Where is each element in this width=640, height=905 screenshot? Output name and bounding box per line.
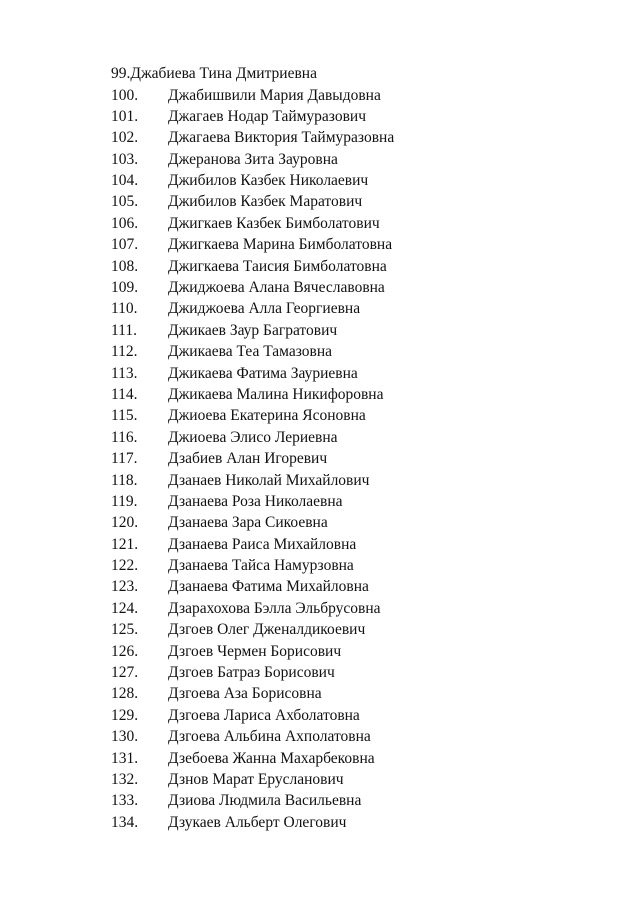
list-item-number: 122. — [111, 557, 139, 575]
list-item-number: 119. — [111, 492, 138, 510]
list-item-name: Дзиова Людмила Васильевна — [168, 792, 362, 810]
list-item-number: 117. — [111, 450, 138, 468]
list-item-name: Дзанаева Фатима Михайловна — [168, 578, 369, 596]
list-item — [111, 470, 394, 491]
list-item-number: 109. — [111, 279, 139, 297]
list-item-number: 102. — [111, 129, 139, 147]
list-item — [111, 427, 394, 448]
list-item-name: Джигкаева Марина Бимболатовна — [168, 236, 393, 254]
list-item — [111, 769, 394, 790]
list-item-name: Дзарахохова Бэлла Эльбрусовна — [168, 599, 381, 617]
list-item — [111, 256, 394, 277]
list-item-name: Джигкаев Казбек Бимболатович — [168, 214, 380, 232]
list-item-number: 108. — [111, 257, 139, 275]
list-item — [111, 85, 394, 106]
list-item-number: 115. — [111, 407, 138, 425]
list-item — [111, 748, 394, 769]
list-item-name: Дзгоев Батраз Борисович — [168, 664, 335, 682]
list-item-number: 118. — [111, 471, 138, 489]
list-item-number: 110. — [111, 300, 138, 318]
list-item-number: 126. — [111, 642, 139, 660]
list-item-name: Джигкаева Таисия Бимболатовна — [168, 257, 387, 275]
list-item — [111, 641, 394, 662]
list-item-number: 133. — [111, 792, 139, 810]
list-item — [111, 812, 394, 833]
name-list — [111, 85, 394, 834]
list-item-name: Дзгоева Аза Борисовна — [168, 685, 322, 703]
list-item-number: 111. — [111, 321, 137, 339]
list-item-first: 99.Джабиева Тина Дмитриевна — [111, 65, 317, 82]
list-item — [111, 405, 394, 426]
list-item-number: 104. — [111, 172, 139, 190]
list-item — [111, 170, 394, 191]
list-item-number: 123. — [111, 578, 139, 596]
list-item-name: Джикаева Фатима Зауриевна — [168, 364, 358, 382]
list-item-name: Дзукаев Альберт Олегович — [168, 813, 347, 831]
list-item-name: Дзанаева Раиса Михайловна — [168, 535, 357, 553]
list-item-name: Дзанаева Тайса Намурзовна — [168, 557, 354, 575]
list-item-number: 121. — [111, 535, 139, 553]
list-item — [111, 191, 394, 212]
list-item — [111, 234, 394, 255]
list-item-name: Дзнов Марат Ерусланович — [168, 771, 344, 788]
list-item-name: Джикаева Малина Никифоровна — [168, 385, 384, 403]
list-item — [111, 213, 394, 234]
list-item-number: 105. — [111, 193, 139, 211]
list-item-name: Джиджоева Алана Вячеславовна — [168, 279, 385, 297]
list-item-name: Джеранова Зита Зауровна — [168, 150, 338, 168]
list-item-number: 113. — [111, 364, 138, 382]
list-item-number: 116. — [111, 428, 138, 446]
list-item-name: Дзгоев Олег Дженалдикоевич — [168, 621, 366, 639]
list-item-number: 101. — [111, 107, 139, 125]
list-item-number: 114. — [111, 385, 138, 403]
list-item-number: 107. — [111, 236, 139, 254]
list-item-name: Джиоева Екатерина Ясоновна — [168, 407, 366, 425]
list-item-name: Дзабиев Алан Игоревич — [168, 450, 328, 468]
list-item — [111, 576, 394, 597]
list-item — [111, 106, 394, 127]
list-item-name: Джагаев Нодар Таймуразович — [168, 107, 366, 125]
list-item-number: 112. — [111, 343, 138, 361]
list-item-number: 130. — [111, 728, 139, 746]
list-item — [111, 662, 394, 683]
list-item — [111, 790, 394, 811]
list-item-name: Джикаева Теа Тамазовна — [168, 343, 333, 361]
list-item-number: 134. — [111, 813, 139, 831]
list-item — [111, 726, 394, 747]
list-item-number: 103. — [111, 150, 139, 168]
list-item — [111, 491, 394, 512]
list-item — [111, 448, 394, 469]
list-item — [111, 705, 394, 726]
list-item-name: Дзгоева Альбина Ахполатовна — [168, 728, 371, 746]
list-item-number: 120. — [111, 514, 139, 532]
list-item — [111, 384, 394, 405]
list-item-name: Дзебоева Жанна Махарбековна — [168, 749, 375, 767]
list-item — [111, 555, 394, 576]
list-item — [111, 341, 394, 362]
list-item — [111, 149, 394, 170]
list-item-number: 106. — [111, 214, 139, 232]
list-item — [111, 127, 394, 148]
list-item — [111, 534, 394, 555]
list-item — [111, 512, 394, 533]
list-item — [111, 363, 394, 384]
list-item — [111, 277, 394, 298]
list-item-number: 131. — [111, 749, 139, 767]
list-item-name: Дзгоева Лариса Ахболатовна — [168, 706, 360, 724]
list-item — [111, 298, 394, 319]
list-item-name: Джабишвили Мария Давыдовна — [168, 86, 381, 104]
list-item-name: Джиджоева Алла Георгиевна — [168, 300, 361, 318]
list-item-name: Джибилов Казбек Маратович — [168, 193, 363, 211]
list-item-number: 124. — [111, 599, 139, 617]
list-item — [111, 683, 394, 704]
list-item — [111, 320, 394, 341]
list-item-name: Дзгоев Чермен Борисович — [168, 642, 342, 660]
list-item-name: Джагаева Виктория Таймуразовна — [168, 129, 395, 147]
list-item-name: Дзанаева Роза Николаевна — [168, 492, 343, 510]
list-item-number: 127. — [111, 664, 139, 682]
list-item-number: 125. — [111, 621, 139, 639]
list-item-name: Дзанаева Зара Сикоевна — [168, 514, 328, 532]
list-item-name: Джибилов Казбек Николаевич — [168, 172, 369, 190]
list-item-name: Джиоева Элисо Лериевна — [168, 428, 338, 446]
list-item-number: 129. — [111, 706, 139, 724]
list-item-name: Дзанаев Николай Михайлович — [168, 471, 370, 489]
list-item — [111, 598, 394, 619]
list-item-number: 132. — [111, 771, 139, 788]
list-item — [111, 619, 394, 640]
list-item-number: 128. — [111, 685, 139, 703]
list-item-number: 100. — [111, 86, 139, 104]
list-item-name: Джикаев Заур Багратович — [168, 321, 338, 339]
